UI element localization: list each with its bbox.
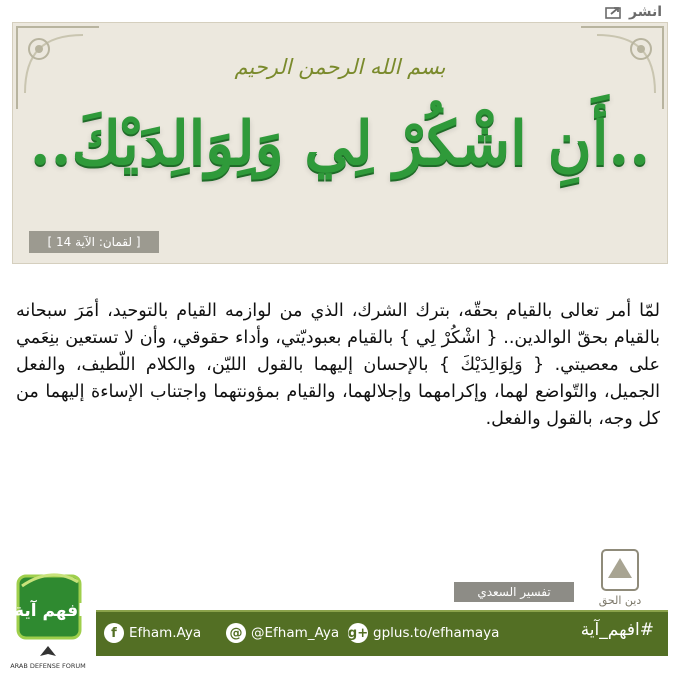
twitter-icon: @ bbox=[226, 623, 246, 643]
hashtag[interactable]: #افهم_آية bbox=[580, 620, 654, 640]
efham-logo-text: افهم آية bbox=[14, 601, 84, 621]
facebook-link[interactable] bbox=[104, 623, 201, 643]
google-plus-link[interactable] bbox=[348, 623, 499, 643]
efham-aya-logo-icon bbox=[12, 572, 86, 642]
verse-title: ..أَنِ اشْكُرْ لِي وَلِوَالِدَيْكَ.. bbox=[29, 109, 651, 179]
verse-reference: [ لقمان: الآية 14 ] bbox=[29, 231, 159, 253]
twitter-handle: @Efham_Aya bbox=[251, 625, 340, 641]
twitter-link[interactable] bbox=[226, 623, 339, 643]
basmala: بسم الله الرحمن الرحيم bbox=[234, 55, 446, 79]
source-label: تفسير السعدي bbox=[454, 582, 574, 602]
tafsir-paragraph: لمّا أمر تعالى بالقيام بحقّه، بترك الشرك، الذي من لوازمه القيام بالتوحيد، أمَرَ سبحانه بالقيام بحقّ الوالدين.. { اشْكُرْ لِي } بالقيام بعبوديّتي، وأداء حقوقي، وأن لا تستعين بنِعَمي على معصيتي. { وَلِوَالِدَيْكَ } بالإحسان إليهما بالقول الليّن، والكلام اللّطيف، والفعل الجميل، والتّواضع لهما، وإكرامهما وإجلالهما، والقيام بمؤونتهما واجتناب الإساءة إليهما من كل وجه، بالقول والفعل. bbox=[16, 301, 660, 429]
deen-alhaq-logo-icon bbox=[582, 548, 660, 608]
share-label: انشر bbox=[628, 4, 662, 20]
verse-panel bbox=[12, 22, 668, 264]
share-link[interactable] bbox=[605, 4, 662, 20]
google-plus-handle: gplus.to/efhamaya bbox=[373, 625, 500, 641]
share-arrow-icon bbox=[605, 5, 625, 19]
deen-logo-text: دين الحق bbox=[598, 594, 642, 607]
social-footer-bar bbox=[96, 610, 668, 656]
facebook-icon: f bbox=[104, 623, 124, 643]
arab-defense-logo-icon bbox=[4, 644, 92, 676]
google-plus-icon: g+ bbox=[348, 623, 368, 643]
arab-defense-text: ARAB DEFENSE FORUM bbox=[10, 662, 86, 670]
facebook-handle: Efham.Aya bbox=[129, 625, 202, 641]
